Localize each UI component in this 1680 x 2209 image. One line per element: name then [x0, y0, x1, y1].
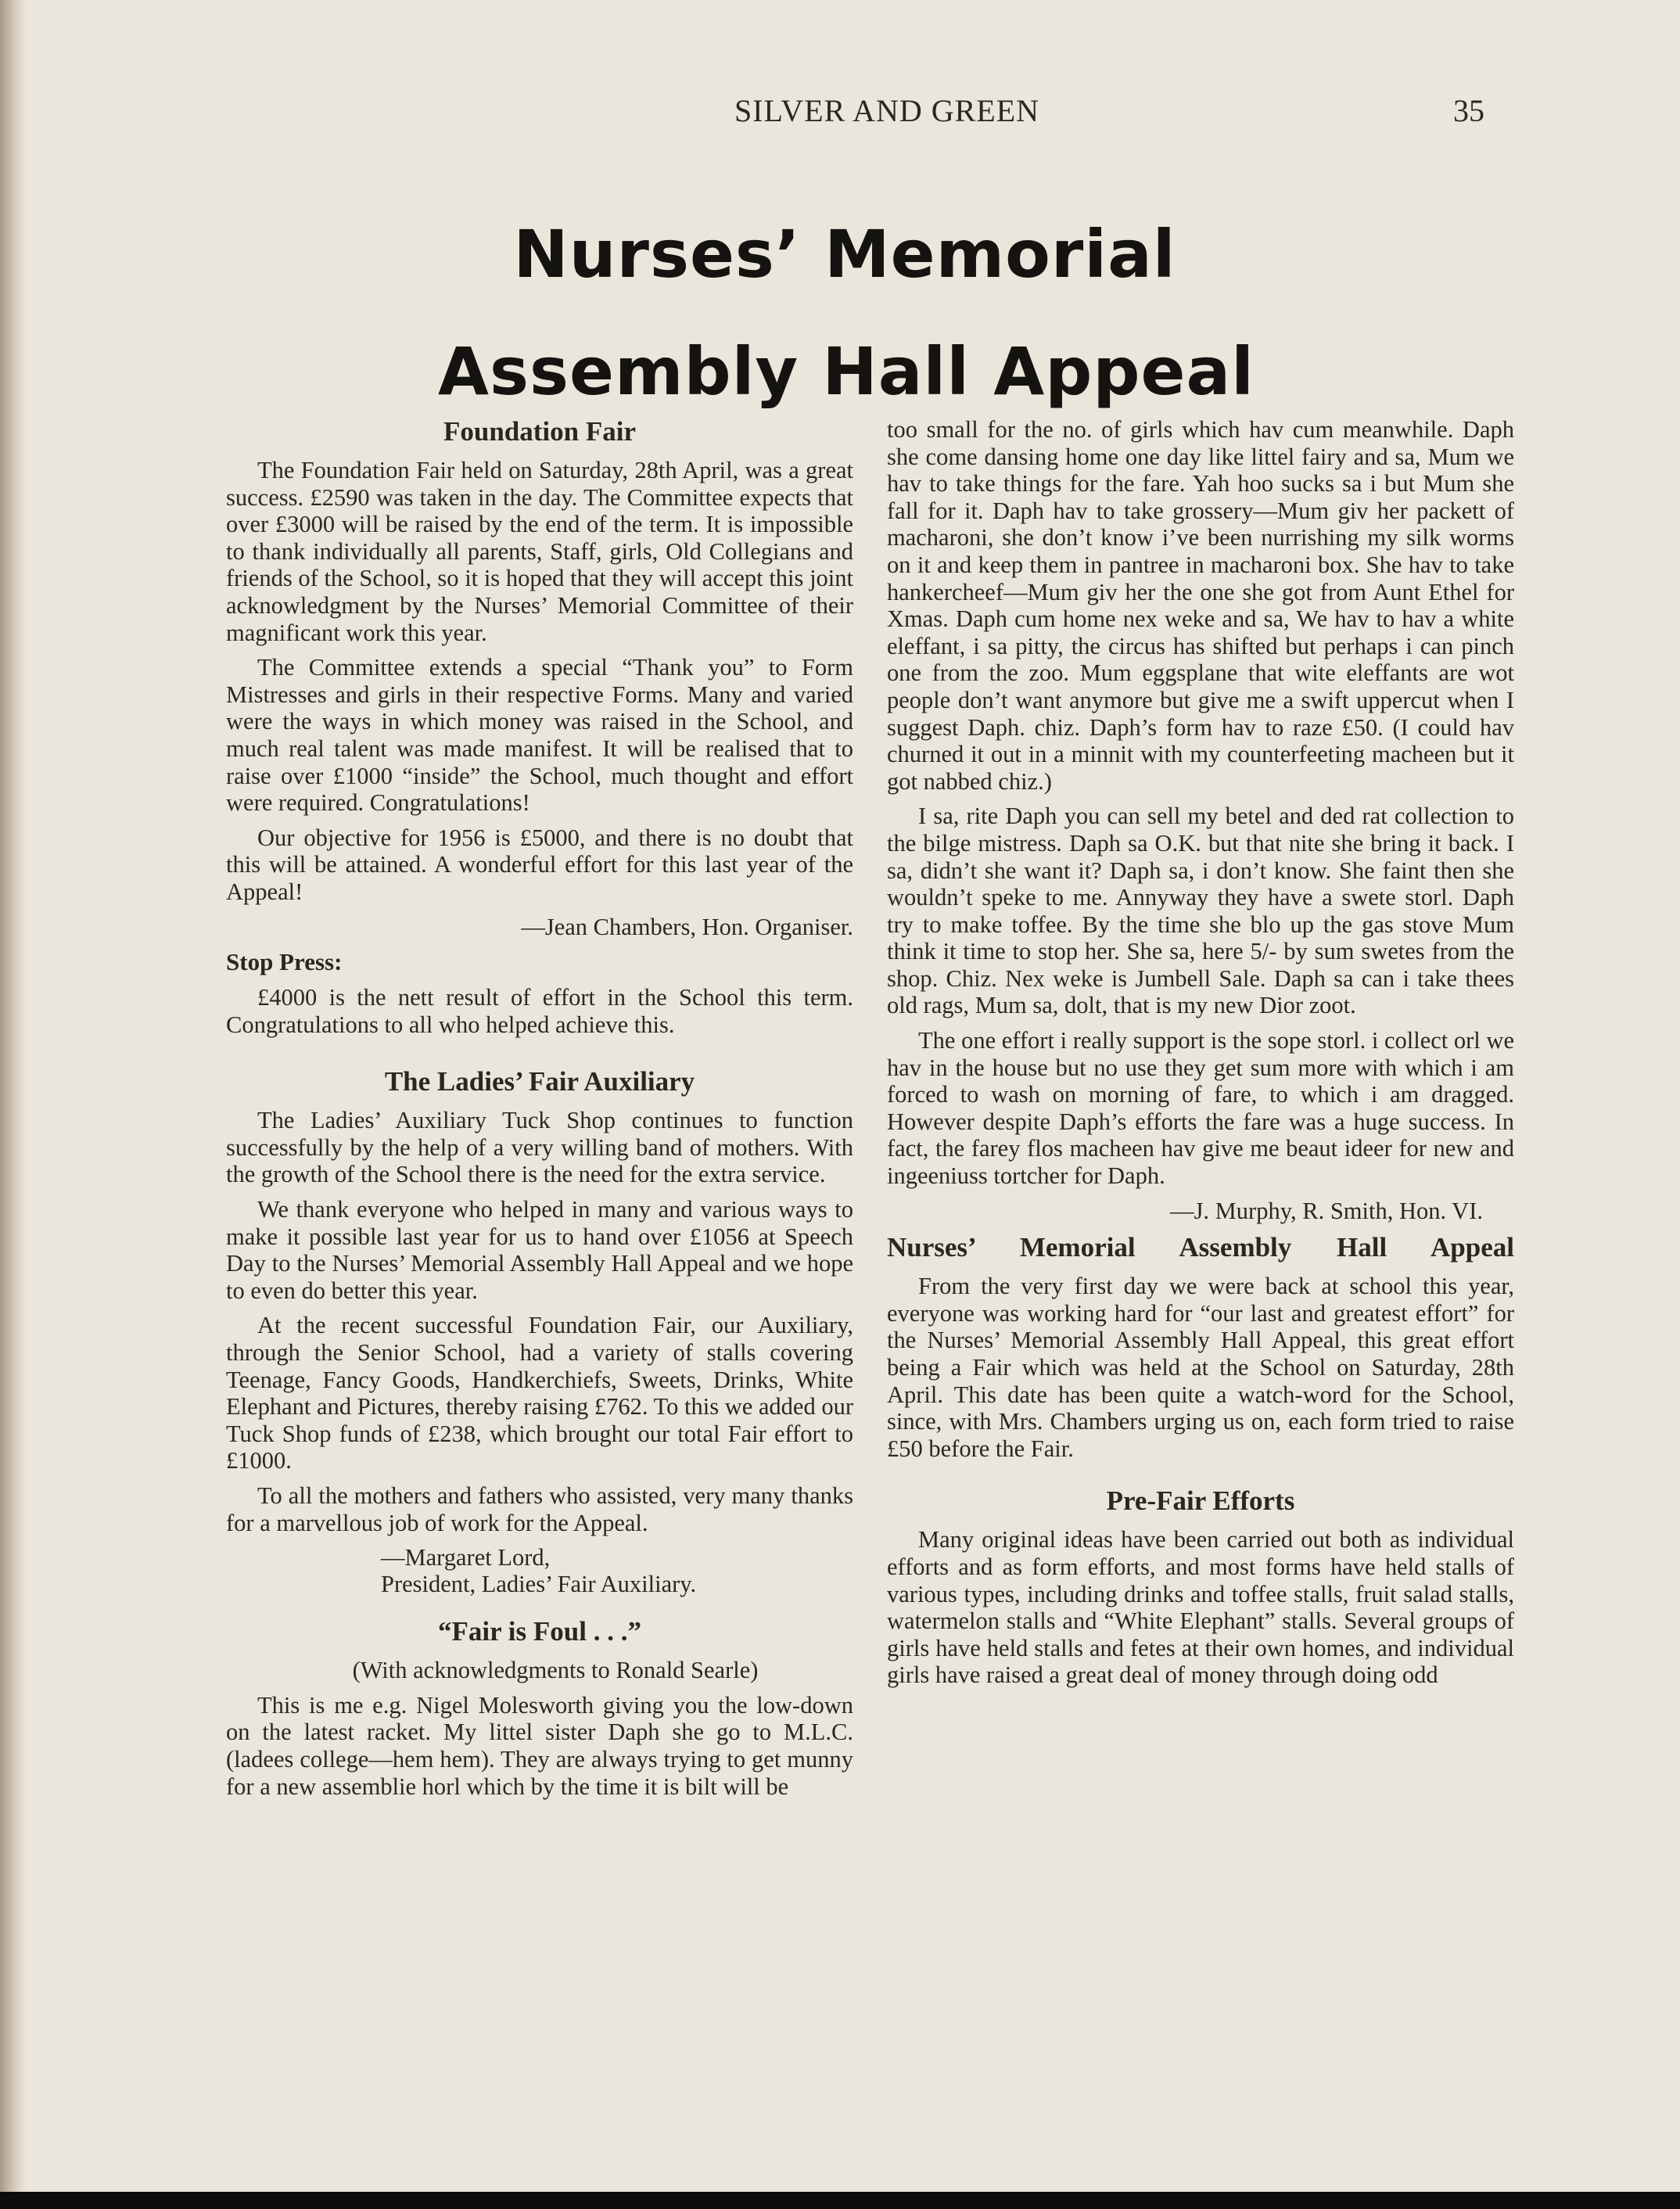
ladies-fair-paragraph: We thank everyone who helped in many and various ways to make it possible last year for us to hand over £1056 at Speech Day to the Nurses’ Memorial Assembly Hall Appeal and we hope to even do better this year.: [226, 1196, 853, 1304]
nurses-appeal-heading: Nurses’ Memorial Assembly Hall Appeal: [887, 1232, 1514, 1263]
page-title: [438, 196, 1255, 430]
stop-press-heading: Stop Press:: [226, 948, 343, 976]
ladies-fair-paragraph: To all the mothers and fathers who assisted, very many thanks for a marvellous job of work for the Appeal.: [226, 1482, 853, 1536]
foundation-fair-paragraph: The Committee extends a special “Thank you” to Form Mistresses and girls in their respective Forms. Many and varied were the ways in which money was raised in the School, and much real talent was made manifest. It will be realised that to raise over £1000 “inside” the School, much thought and effort were required. Congratulations!: [226, 654, 853, 817]
page-title-line-1: Nurses’ Memorial: [513, 216, 1176, 293]
fair-is-foul-heading: “Fair is Foul . . .”: [438, 1616, 641, 1647]
pre-fair-heading: Pre-Fair Efforts: [1106, 1485, 1295, 1517]
page-title-line-2: Assembly Hall Appeal: [438, 333, 1255, 410]
pre-fair-text: Many original ideas have been carried out both as individual efforts and as form efforts, and most forms have held stalls of various types, including drinks and toffee stalls, fruit salad stalls, watermelon stalls and “White Elephant” stalls. Several groups of girls have held stalls and fetes at their own homes, and individual girls have raised a great deal of money through doing odd: [887, 1526, 1514, 1689]
page-edge-shadow: [0, 0, 27, 2209]
fair-is-foul-acknowledgment: (With acknowledgments to Ronald Searle): [352, 1657, 759, 1684]
stop-press-text: £4000 is the nett result of effort in the School this term. Congratulations to all who helped achieve this.: [226, 984, 853, 1038]
foundation-fair-paragraph: Our objective for 1956 is £5000, and there is no doubt that this will be attained. A wonderful effort for this last year of the Appeal!: [226, 824, 853, 905]
right-column: [887, 416, 1514, 1697]
ladies-fair-signature-title: President, Ladies’ Fair Auxiliary.: [381, 1571, 697, 1598]
nurses-appeal-text: From the very first day we were back at school this year, everyone was working hard for “our last and greatest effort” for the Nurses’ Memorial Assembly Hall Appeal, this great effort being a Fair which was held at the School on Saturday, 28th April. This date has been quite a watch-word for the School, since, with Mrs. Chambers urging us on, each form tried to raise £50 before the Fair.: [887, 1273, 1514, 1462]
left-column: [226, 416, 853, 1808]
fair-is-foul-signature: —J. Murphy, R. Smith, Hon. VI.: [1170, 1197, 1483, 1224]
ladies-fair-signature-name: —Margaret Lord,: [381, 1544, 551, 1571]
ladies-fair-paragraph: The Ladies’ Auxiliary Tuck Shop continues to function successfully by the help of a very willing band of mothers. With the growth of the School there is the need for the extra service.: [226, 1107, 853, 1188]
foundation-fair-signature: —Jean Chambers, Hon. Organiser.: [521, 913, 853, 940]
running-head: SILVER AND GREEN: [734, 93, 1040, 128]
ladies-fair-heading: The Ladies’ Fair Auxiliary: [384, 1066, 695, 1097]
fair-is-foul-paragraph-start: This is me e.g. Nigel Molesworth giving you the low-down on the latest racket. My littel sister Daph she go to M.L.C. (ladees college—hem hem). They are always trying to get munny for a new assemblie horl which by the time it is bilt will be: [226, 1691, 853, 1800]
foundation-fair-paragraph: The Foundation Fair held on Saturday, 28th April, was a great success. £2590 was taken in the day. The Committee expects that over £3000 will be raised by the end of the term. It is impossible to thank individually all parents, Staff, girls, Old Collegians and friends of the School, so it is hoped that they will accept this joint acknowledgment by the Nurses’ Memorial Committee of their magnificant work this year.: [226, 457, 853, 646]
fair-is-foul-paragraph: I sa, rite Daph you can sell my betel and ded rat collection to the bilge mistress. Daph sa O.K. but that nite she bring it back. I sa, didn’t she want it? Daph sa, i don’t know. She faint then she wouldn’t speke to me. Annyway they have a swete storl. Daph try to make toffee. By the time she blo up the gas stove Mum think it time to stop her. She sa, here 5/- by sum swetes from the shop. Chiz. Nex weke is Jumbell Sale. Daph sa can i take thees old rags, Mum sa, dolt, that is my new Dior zoot.: [887, 803, 1514, 1019]
fair-is-foul-paragraph-cont: too small for the no. of girls which hav cum meanwhile. Daph she come dansing home one day like littel fairy and sa, Mum we hav to take things for the fare. Yah hoo sucks sa i but Mum she fall for it. Daph hav to take grossery—Mum giv her packett of macharoni, she don’t know i’ve been nurrishing my silk worms on it and keep them in pantree in macharoni box. She hav to take hankercheef—Mum giv her the one she got from Aunt Ethel for Xmas. Daph cum home nex weke and sa, We hav to hav a white eleffant, i sa pitty, the circus has shifted but perhaps i can pinch one from the zoo. Mum eggsplane that wite eleffants are wot people don’t want anymore but give me a swift uppercut when I suggest Daph. chiz. Daph’s form hav to raze £50. (I could hav churned it out in a minnit with my counterfeeting macheen but it got nabbed chiz.): [887, 416, 1514, 795]
ladies-fair-paragraph: At the recent successful Foundation Fair, our Auxiliary, through the Senior School, had a variety of stalls covering Teenage, Fancy Goods, Handkerchiefs, Sweets, Drinks, White Elephant and Pictures, thereby raising £762. To this we added our Tuck Shop funds of £238, which brought our total Fair effort to £1000.: [226, 1312, 853, 1474]
fair-is-foul-paragraph: The one effort i really support is the sope storl. i collect orl we hav in the house but no use they get sum more with which i am forced to wash on morning of fare, to which i am dragged. However despite Daph’s efforts the fare was a huge success. In fact, the farey flos macheen hav give me beaut ideer for new and ingeeniuss tortcher for Daph.: [887, 1027, 1514, 1190]
page-number: 35: [1453, 93, 1484, 128]
foundation-fair-heading: Foundation Fair: [443, 416, 636, 447]
scan-bottom-edge: [0, 2192, 1680, 2209]
ladies-fair-signature: [226, 1544, 853, 1597]
